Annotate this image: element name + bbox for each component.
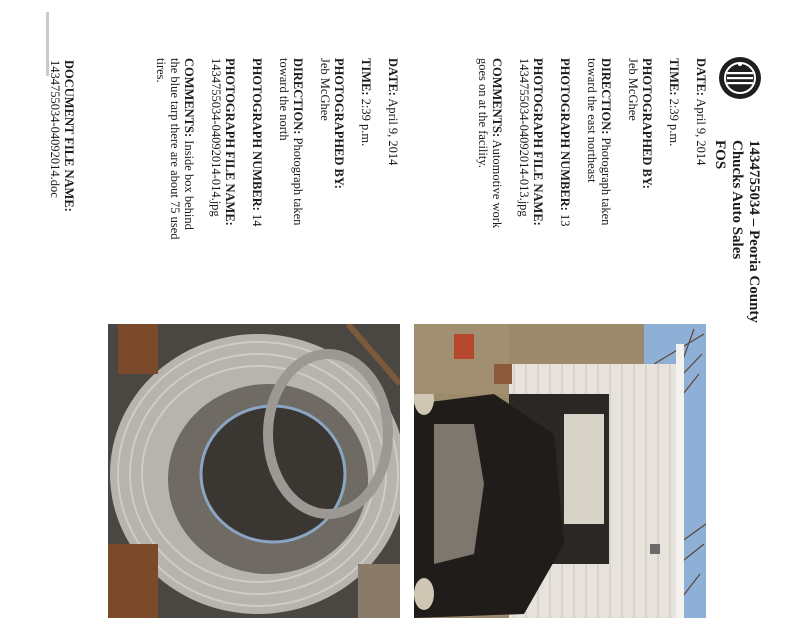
- photo13-comments-value2: goes on at the facility.: [476, 58, 490, 168]
- photo14-photographed-value: Jeb McGhee: [318, 58, 332, 121]
- photo14-photographed-label: PHOTOGRAPHED BY:: [332, 58, 346, 189]
- photo13-direction-value2: toward the east northeast: [585, 58, 599, 183]
- photo13-image: [414, 324, 706, 618]
- photo14-direction-value2: toward the north: [277, 58, 291, 141]
- photo13-comments-value1: Automotive work: [490, 139, 504, 229]
- photo13-date-label: DATE:: [694, 58, 708, 96]
- doc-file-label: DOCUMENT FILE NAME:: [62, 60, 76, 212]
- photo13-date-value: April 9, 2014: [694, 98, 708, 166]
- photo14-number-value: 14: [250, 214, 264, 227]
- document-header: [711, 140, 762, 323]
- photo14-filename-label: PHOTOGRAPH FILE NAME:: [223, 58, 237, 226]
- photo14-time-label: TIME:: [359, 58, 373, 96]
- photo13-time-value: 2:39 p.m.: [667, 98, 681, 147]
- photo13-filename-value: 1434755034-04092014-013.jpg: [517, 58, 531, 217]
- photo14-date-value: April 9, 2014: [386, 98, 400, 166]
- photo14-comments-value3: tires.: [154, 58, 168, 83]
- header-title-line3: FOS: [712, 140, 728, 170]
- photo14-direction-value1: Photograph taken: [291, 137, 305, 226]
- photo13-direction-label: DIRECTION:: [599, 58, 613, 135]
- photo13-time-label: TIME:: [667, 58, 681, 96]
- photo13-number-label: PHOTOGRAPH NUMBER:: [558, 58, 572, 211]
- photo13-photographed-label: PHOTOGRAPHED BY:: [640, 58, 654, 189]
- photo14-comments-value1: Inside box behind: [182, 140, 196, 230]
- photo14-number-label: PHOTOGRAPH NUMBER:: [250, 58, 264, 211]
- photo14-image: [108, 324, 400, 618]
- photo13-number-value: 13: [558, 214, 572, 227]
- agency-logo-icon: [718, 56, 762, 100]
- photo14-filename-value: 1434755034-04092014-014.jpg: [209, 58, 223, 217]
- header-title-line2: Chucks Auto Sales: [729, 140, 745, 260]
- photo14-comments-value2: the blue tarp there are about 75 used: [168, 58, 182, 240]
- photo13-filename-label: PHOTOGRAPH FILE NAME:: [531, 58, 545, 226]
- doc-file-value: 1434755034-04092014.doc: [48, 60, 62, 198]
- photo14-comments-label: COMMENTS:: [182, 58, 196, 138]
- photo14-direction-label: DIRECTION:: [291, 58, 305, 135]
- photo13-photographed-value: Jeb McGhee: [626, 58, 640, 121]
- photo13-direction-value1: Photograph taken: [599, 137, 613, 226]
- header-title-line1: 1434755034 – Peoria County: [746, 140, 762, 323]
- photo13-comments-label: COMMENTS:: [490, 58, 504, 138]
- photo14-date-label: DATE:: [386, 58, 400, 96]
- photo14-time-value: 2:39 p.m.: [359, 98, 373, 147]
